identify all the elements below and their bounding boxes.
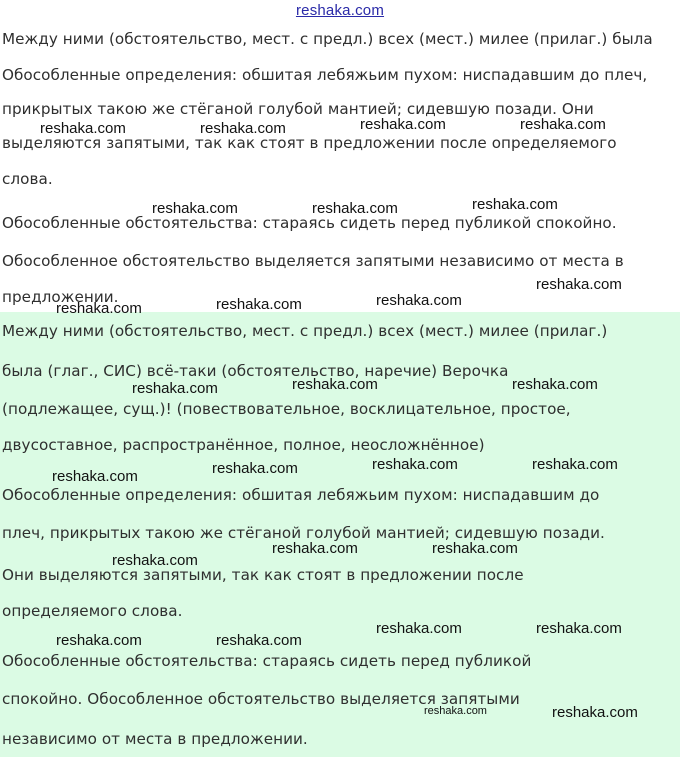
highlighted-line: двусоставное, распространённое, полное, неосложнённое) (2, 436, 485, 454)
watermark: reshaka.com (200, 120, 286, 137)
watermark: reshaka.com (216, 632, 302, 649)
watermark: reshaka.com (372, 456, 458, 473)
highlighted-line: Они выделяются запятыми, так как стоят в предложении после (2, 566, 524, 584)
watermark: reshaka.com (424, 705, 487, 717)
watermark: reshaka.com (376, 620, 462, 637)
watermark: reshaka.com (520, 116, 606, 133)
watermark: reshaka.com (52, 468, 138, 485)
highlighted-line: Обособленные определения: обшитая лебяжьим пухом: ниспадавшим до (2, 486, 600, 504)
watermark: reshaka.com (216, 296, 302, 313)
highlighted-line: независимо от места в предложении. (2, 730, 308, 748)
answer-line: слова. (2, 170, 53, 188)
watermark: reshaka.com (376, 292, 462, 309)
watermark: reshaka.com (152, 200, 238, 217)
watermark: reshaka.com (212, 460, 298, 477)
highlighted-line: была (глаг., СИС) всё-таки (обстоятельство, наречие) Верочка (2, 362, 509, 380)
watermark: reshaka.com (40, 120, 126, 137)
watermark: reshaka.com (512, 376, 598, 393)
highlighted-line: (подлежащее, сущ.)! (повествовательное, восклицательное, простое, (2, 400, 571, 418)
answer-line: предложении. (2, 288, 119, 306)
answer-line: Между ними (обстоятельство, мест. с предл.) всех (мест.) милее (прилаг.) была (2, 30, 653, 48)
answer-line: Обособленное обстоятельство выделяется запятыми независимо от места в (2, 252, 624, 270)
answer-line: Обособленные обстоятельства: стараясь сидеть перед публикой спокойно. (2, 214, 617, 232)
site-watermark-header: reshaka.com (295, 2, 385, 19)
answer-line: прикрытых такою же стёганой голубой мантией; сидевшую позади. Они (2, 100, 594, 118)
answer-line: выделяются запятыми, так как стоят в предложении после определяемого (2, 134, 617, 152)
watermark: reshaka.com (132, 380, 218, 397)
watermark: reshaka.com (112, 552, 198, 569)
watermark: reshaka.com (532, 456, 618, 473)
highlighted-line: Обособленные обстоятельства: стараясь сидеть перед публикой (2, 652, 532, 670)
watermark: reshaka.com (360, 116, 446, 133)
answer-line: Обособленные определения: обшитая лебяжьим пухом: ниспадавшим до плеч, (2, 66, 648, 84)
watermark: reshaka.com (272, 540, 358, 557)
watermark: reshaka.com (552, 704, 638, 721)
watermark: reshaka.com (536, 276, 622, 293)
highlighted-line: спокойно. Обособленное обстоятельство выделяется запятыми (2, 690, 520, 708)
answer-block (0, 22, 680, 312)
watermark: reshaka.com (56, 300, 142, 317)
watermark: reshaka.com (536, 620, 622, 637)
highlighted-line: Между ними (обстоятельство, мест. с предл.) всех (мест.) милее (прилаг.) (2, 322, 608, 340)
watermark: reshaka.com (56, 632, 142, 649)
watermark: reshaka.com (432, 540, 518, 557)
highlighted-line: плеч, прикрытых такою же стёганой голубой мантией; сидевшую позади. (2, 524, 605, 542)
watermark: reshaka.com (292, 376, 378, 393)
watermark: reshaka.com (472, 196, 558, 213)
highlighted-line: определяемого слова. (2, 602, 183, 620)
watermark: reshaka.com (312, 200, 398, 217)
